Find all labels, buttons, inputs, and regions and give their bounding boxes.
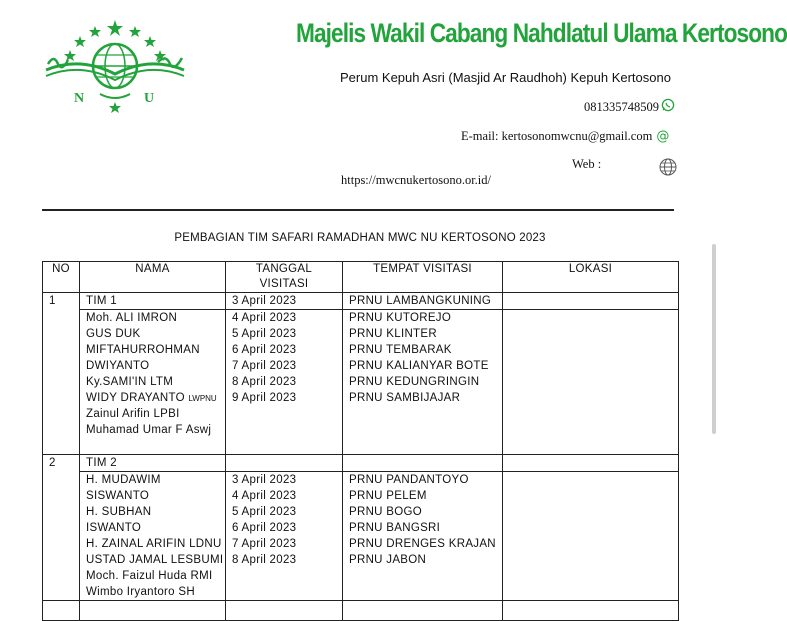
visit-place: PRNU KUTOREJO [349, 312, 452, 324]
team-row [43, 455, 679, 472]
web-label: Web : [572, 157, 602, 171]
email-row [461, 129, 669, 144]
members-cell [80, 310, 226, 455]
location-cell [503, 472, 679, 601]
logo-letter-u: U [144, 91, 155, 106]
visit-place: PRNU TEMBARAK [349, 344, 452, 356]
visit-date: 4 April 2023 [232, 490, 297, 502]
member-name: GUS DUK [86, 328, 141, 340]
visit-date: 7 April 2023 [232, 360, 297, 372]
member-name: MIFTAHURROHMAN [86, 344, 200, 356]
visit-place: PRNU KALIANYAR BOTE [349, 360, 489, 372]
place-cell: PRNU LAMBANGKUNING [343, 293, 503, 310]
visit-date: 4 April 2023 [232, 312, 297, 324]
visit-date: 9 April 2023 [232, 392, 297, 404]
member-name: USTAD JAMAL LESBUMI [86, 554, 224, 566]
member-name: Wimbo Iryantoro SH [86, 586, 195, 598]
date-cell: 3 April 2023 [226, 293, 343, 310]
visit-date: 6 April 2023 [232, 522, 297, 534]
location-cell [503, 310, 679, 455]
team-name: TIM 1 [86, 295, 117, 307]
team-number: 2 [43, 455, 80, 601]
member-name: Moch. Faizul Huda RMI [86, 570, 213, 582]
email-text: E-mail: kertosonomwcnu@gmail.com [461, 129, 653, 143]
visit-place: PRNU JABON [349, 554, 427, 566]
member-name: WIDY DRAYANTO LWPNU [86, 392, 217, 404]
member-name: ISWANTO [86, 522, 142, 534]
org-address: Perum Kepuh Asri (Masjid Ar Raudhoh) Kepuh Kertosono [340, 70, 671, 85]
member-name: Muhamad Umar F Aswj [86, 424, 212, 436]
team-name-cell [80, 293, 226, 310]
member-name: Zainul Arifin LPBI [86, 408, 180, 420]
team-row [43, 293, 679, 310]
place-cell [343, 455, 503, 472]
vertical-scrollbar[interactable] [712, 244, 716, 434]
web-url[interactable]: https://mwcnukertosono.or.id/ [341, 173, 491, 187]
visit-date: 5 April 2023 [232, 328, 297, 340]
places-cell [343, 472, 503, 601]
table-header-row [43, 262, 679, 293]
places-cell [343, 310, 503, 455]
location-cell [503, 455, 679, 472]
visit-place: PRNU BANGSRI [349, 522, 441, 534]
visit-date: 5 April 2023 [232, 506, 297, 518]
header-no: NO [43, 262, 80, 293]
visit-date: 8 April 2023 [232, 554, 297, 566]
team-detail-row [43, 472, 679, 601]
table-row [43, 601, 679, 621]
member-name: Ky.SAMI'IN LTM [86, 376, 174, 388]
dates-cell [226, 472, 343, 601]
member-name: SISWANTO [86, 490, 150, 502]
member-name: H. MUDAWIM [86, 474, 161, 486]
date-cell [226, 455, 343, 472]
header-tempat: TEMPAT VISITASI [343, 262, 503, 293]
visit-place: PRNU PANDANTOYO [349, 474, 469, 486]
member-name: DWIYANTO [86, 360, 150, 372]
phone-number: 081335748509 [584, 99, 659, 114]
visit-date: 6 April 2023 [232, 344, 297, 356]
visit-date: 8 April 2023 [232, 376, 297, 388]
visit-date: 7 April 2023 [232, 538, 297, 550]
header-nama: NAMA [80, 262, 226, 293]
member-suffix: LWPNU [188, 394, 217, 403]
team-detail-row [43, 310, 679, 455]
org-name: Majelis Wakil Cabang Nahdlatul Ulama Kertosono [296, 18, 787, 48]
header-lokasi: LOKASI [503, 262, 679, 293]
visit-place: PRNU PELEM [349, 490, 427, 502]
visit-place: PRNU KLINTER [349, 328, 437, 340]
phone-row [584, 98, 675, 116]
members-cell [80, 472, 226, 601]
visit-place: PRNU DRENGES KRAJAN [349, 538, 496, 550]
visit-place: PRNU SAMBIJAJAR [349, 392, 461, 404]
dates-cell [226, 310, 343, 455]
at-icon: @ [656, 129, 670, 144]
nu-logo [40, 18, 190, 110]
letterhead-divider [42, 209, 674, 211]
member-name: Moh. ALI IMRON [86, 312, 178, 324]
team-number: 1 [43, 293, 80, 455]
document-title: PEMBAGIAN TIM SAFARI RAMADHAN MWC NU KERTOSONO 2023 [174, 232, 546, 244]
member-name: H. SUBHAN [86, 506, 152, 518]
schedule-table [42, 261, 679, 621]
location-cell [503, 293, 679, 310]
member-name: H. ZAINAL ARIFIN LDNU [86, 538, 222, 550]
visit-place: PRNU KEDUNGRINGIN [349, 376, 480, 388]
globe-icon [658, 157, 678, 182]
logo-letter-n: N [74, 91, 85, 106]
team-name: TIM 2 [86, 457, 117, 469]
visit-date: 3 April 2023 [232, 474, 297, 486]
header-tanggal: TANGGAL VISITASI [226, 262, 343, 293]
team-name-cell [80, 455, 226, 472]
visit-place: PRNU BOGO [349, 506, 422, 518]
whatsapp-icon [661, 98, 675, 116]
